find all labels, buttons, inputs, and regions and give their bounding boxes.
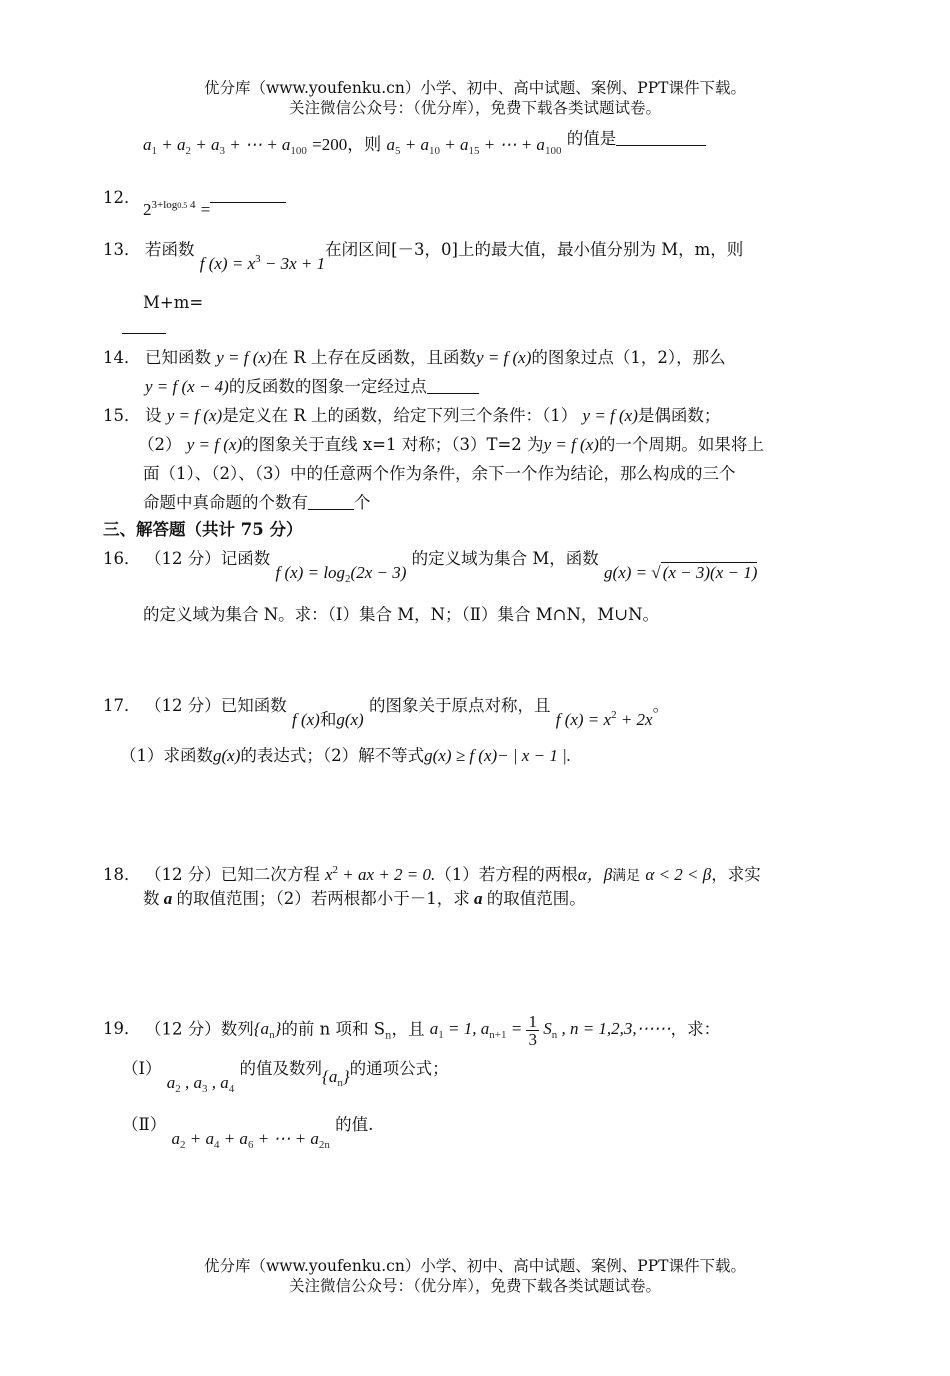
q15-t3: 是偶函数； [637, 406, 721, 425]
q18-line2a: 数 [143, 889, 160, 908]
q14-function-3: y = f (x − 4) [145, 377, 229, 396]
q11-answer-blank[interactable] [616, 129, 706, 146]
q11-target-expression: $a_5 + a_{10} + a_{15}$ + ⋯ + $a_{100}$ [386, 135, 562, 157]
q18-t2: （1）若方程的两根 [435, 865, 578, 884]
header-line-2: 关注微信公众号：（优分库），免费下载各类试题试卷。 [288, 99, 661, 117]
q19-t2-sub: n [385, 1030, 392, 1042]
q18-t3: 满足 [612, 868, 641, 884]
q19-line-1 [103, 1013, 720, 1048]
q15-t4: （2） [138, 435, 182, 454]
q17-p1: （1）求函数 [120, 746, 213, 765]
q15-answer-blank[interactable] [308, 493, 354, 510]
q18-t4: ，求实 [711, 865, 761, 884]
q15-function-4: y = f (x) [543, 435, 599, 454]
q16-t1: （12 分）记函数 [145, 549, 271, 568]
q15-function-2: y = f (x) [582, 406, 638, 425]
q13-prefix: 若函数 [145, 240, 195, 259]
q12-expression: $2^{3+log0.5 4}$ [143, 199, 196, 219]
q19-p1-sequence: $\{a_n\}$ [322, 1067, 350, 1089]
q15-number: 15． [103, 406, 141, 425]
q11-line [143, 129, 706, 162]
q17-g: g(x) [213, 746, 241, 765]
q17-inequality: g(x) ≥ f (x)− | x − 1 |. [424, 746, 571, 765]
section-3-title: 三、解答题（共计 75 分） [103, 520, 303, 539]
q19-part-2 [122, 1114, 374, 1151]
q15-line4b: 个 [354, 493, 371, 512]
q19-p2-sum: $a_2 + a_4 + a_6$ + ⋯ + $a_{2n}$ [171, 1129, 330, 1151]
q18-line2b: 的取值范围；（2）若两根都小于－1，求 [176, 889, 470, 908]
q12-number: 12． [103, 188, 141, 207]
q19-p1-text: 的值及数列 [239, 1059, 323, 1078]
q17-t2: 的图象关于原点对称，且 [368, 696, 551, 715]
q14-function-1: y = f (x) [216, 348, 272, 367]
q18-condition: α < 2 < β [645, 865, 712, 884]
q19-p1-terms: $a_2$ , $a_3$ , $a_4$ [166, 1073, 235, 1095]
q15-line-1 [103, 405, 720, 427]
q14-line-1 [103, 347, 726, 369]
q14-t3: 的图象过点（1，2），那么 [531, 348, 726, 367]
q16-line-2: 的定义域为集合 N。求：（Ⅰ）集合 M，N；（Ⅱ）集合 M∩N，M∪N。 [143, 605, 660, 624]
q19-t3: ，且 [391, 1019, 425, 1039]
q13-function: f $(x) = x^3 - 3x + 1$ [199, 253, 326, 273]
q13-number: 13． [103, 240, 141, 259]
q19-sequence: $\{a_n\}$ [253, 1019, 282, 1042]
q15-t1: 设 [145, 406, 162, 425]
q16-function-f: f $(x) = \log_2(2x - 3)$ [275, 563, 407, 585]
q13-line-2: M+m= [143, 293, 204, 312]
q18-t1: （12 分）已知二次方程 [145, 865, 320, 884]
footer-line-2: 关注微信公众号：（优分库），免费下载各类试题试卷。 [288, 1277, 661, 1295]
q17-line-1 [103, 690, 670, 729]
q18-line-1 [103, 859, 761, 887]
q13-text: 在闭区间[－3，0]上的最大值，最小值分别为 M，m，则 [325, 240, 744, 259]
q18-var-a-2: a [469, 889, 487, 908]
q11-sum-value: =200，则 [312, 135, 382, 154]
q12-line [103, 182, 286, 219]
q17-end: 。 [652, 696, 670, 715]
q18-equation: $x^2$ + ax + 2 = 0. [325, 864, 436, 884]
q14-answer-blank[interactable] [427, 377, 479, 394]
q17-function-def: f $(x) = x^2 + 2x$ [555, 709, 653, 729]
q19-part-1 [122, 1058, 449, 1095]
q19-p1-label: （Ⅰ） [122, 1059, 162, 1078]
q11-sum-expression: $a_1 + a_2 + a_3$ + ⋯ + $a_{100}$ [143, 135, 307, 157]
q14-line-2 [145, 376, 479, 398]
q16-function-g: g(x) = √ (x − 3)(x − 1) [604, 563, 758, 582]
q19-t2: 的前 n 项和 S [281, 1019, 386, 1039]
q15-function-1: y = f (x) [166, 406, 223, 425]
q17-functions: f (x)和g(x) [292, 710, 364, 729]
q17-line-2 [120, 745, 571, 767]
q13-line-1 [103, 234, 744, 273]
q14-t4: 的反函数的图象一定经过点 [228, 377, 427, 396]
q19-t4: ，求： [670, 1019, 721, 1039]
q15-t2: 是定义在 R 上的函数，给定下列三个条件：（1） [222, 406, 578, 425]
q19-p2-label: （Ⅱ） [122, 1115, 167, 1134]
q15-line4a: 命题中真命题的个数有 [143, 493, 308, 512]
q15-line-2 [138, 434, 764, 456]
q15-t6: 的一个周期。如果将上 [598, 435, 764, 454]
q16-number: 16． [103, 549, 141, 568]
header-line-1: 优分库（www.youfenku.cn）小学、初中、高中试题、案例、PPT课件下载。 [203, 79, 747, 97]
q11-tail: 的值是 [566, 129, 617, 148]
q18-line2c: 的取值范围。 [486, 889, 586, 908]
q16-t2: 的定义域为集合 M，函数 [411, 549, 599, 568]
q19-recurrence: $a_1 = 1$, $a_{n+1}$ = $\frac{1}{3}$ $S_n$ , n = 1,2,3,⋯⋯ [429, 1012, 671, 1049]
q17-number: 17． [103, 696, 141, 715]
footer-line-1: 优分库（www.youfenku.cn）小学、初中、高中试题、案例、PPT课件下载。 [203, 1257, 747, 1275]
q17-t1: （12 分）已知函数 [145, 696, 287, 715]
q12-answer-blank[interactable] [210, 186, 286, 203]
q14-number: 14． [103, 348, 141, 367]
q12-equals: = [200, 200, 211, 219]
q14-t1: 已知函数 [145, 348, 211, 367]
q15-function-3: y = f (x) [186, 435, 243, 454]
q14-function-2: y = f (x) [476, 348, 532, 367]
q19-number: 19． [103, 1019, 141, 1039]
q16-line-1 [103, 548, 758, 585]
q19-p2-end: 的值. [335, 1115, 374, 1134]
q13-answer-blank[interactable] [122, 317, 166, 334]
q18-line-2 [143, 888, 586, 910]
q18-roots: α，β [577, 865, 613, 884]
q15-line-4 [143, 492, 371, 514]
q17-and: 和 [319, 710, 337, 729]
q19-p1-end: 的通项公式； [349, 1059, 449, 1078]
q15-t5: 的图象关于直线 x=1 对称；（3）T=2 为 [242, 435, 544, 454]
q17-p2: 的表达式；（2）解不等式 [240, 746, 425, 765]
q18-number: 18． [103, 865, 141, 884]
q18-var-a-1: a [159, 889, 177, 908]
q19-t1: （12 分）数列 [145, 1019, 254, 1039]
q13-answer-line [122, 316, 166, 338]
q14-t2: 在 R 上存在反函数，且函数 [271, 348, 477, 367]
q15-line-3: 面（1）、（2）、（3）中的任意两个作为条件，余下一个作为结论，那么构成的三个 [143, 464, 736, 483]
